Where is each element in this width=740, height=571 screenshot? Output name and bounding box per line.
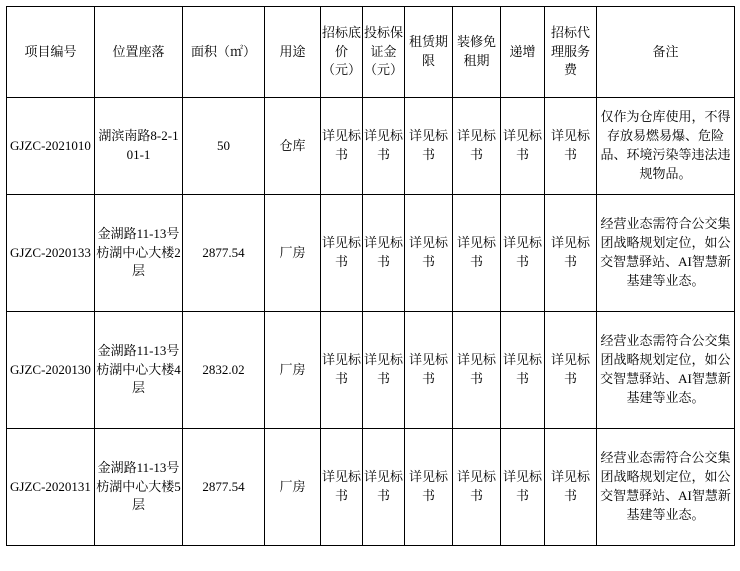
column-header-usage: 用途 bbox=[265, 7, 321, 98]
cell-area: 2877.54 bbox=[183, 195, 265, 312]
cell-free-rent: 详见标书 bbox=[453, 429, 501, 546]
cell-project-no: GJZC-2021010 bbox=[7, 98, 95, 195]
table-header bbox=[7, 7, 735, 98]
table-header-row bbox=[7, 7, 735, 98]
column-header-base-price: 招标底价（元） bbox=[321, 7, 363, 98]
table-body bbox=[7, 98, 735, 546]
column-header-free-rent: 装修免租期 bbox=[453, 7, 501, 98]
cell-usage: 厂房 bbox=[265, 312, 321, 429]
cell-location: 金湖路11-13号枋湖中心大楼5层 bbox=[95, 429, 183, 546]
cell-remark: 经营业态需符合公交集团战略规划定位，如公交智慧驿站、AI智慧新基建等业态。 bbox=[597, 429, 735, 546]
cell-base-price: 详见标书 bbox=[321, 98, 363, 195]
cell-remark: 经营业态需符合公交集团战略规划定位，如公交智慧驿站、AI智慧新基建等业态。 bbox=[597, 312, 735, 429]
cell-remark: 经营业态需符合公交集团战略规划定位，如公交智慧驿站、AI智慧新基建等业态。 bbox=[597, 195, 735, 312]
cell-area: 2832.02 bbox=[183, 312, 265, 429]
cell-lease-term: 详见标书 bbox=[405, 98, 453, 195]
cell-deposit: 详见标书 bbox=[363, 195, 405, 312]
cell-deposit: 详见标书 bbox=[363, 98, 405, 195]
cell-area: 50 bbox=[183, 98, 265, 195]
cell-increment: 详见标书 bbox=[501, 429, 545, 546]
cell-agency-fee: 详见标书 bbox=[545, 195, 597, 312]
cell-lease-term: 详见标书 bbox=[405, 312, 453, 429]
cell-base-price: 详见标书 bbox=[321, 312, 363, 429]
cell-free-rent: 详见标书 bbox=[453, 312, 501, 429]
column-header-deposit: 投标保证金（元） bbox=[363, 7, 405, 98]
column-header-increment: 递增 bbox=[501, 7, 545, 98]
table-row bbox=[7, 429, 735, 546]
cell-usage: 仓库 bbox=[265, 98, 321, 195]
cell-increment: 详见标书 bbox=[501, 195, 545, 312]
cell-location: 湖滨南路8-2-101-1 bbox=[95, 98, 183, 195]
column-header-agency-fee: 招标代理服务费 bbox=[545, 7, 597, 98]
cell-increment: 详见标书 bbox=[501, 98, 545, 195]
cell-increment: 详见标书 bbox=[501, 312, 545, 429]
cell-location: 金湖路11-13号枋湖中心大楼4层 bbox=[95, 312, 183, 429]
cell-deposit: 详见标书 bbox=[363, 429, 405, 546]
cell-usage: 厂房 bbox=[265, 429, 321, 546]
cell-remark: 仅作为仓库使用，不得存放易燃易爆、危险品、环境污染等违法违规物品。 bbox=[597, 98, 735, 195]
cell-base-price: 详见标书 bbox=[321, 429, 363, 546]
lease-listing-table bbox=[6, 6, 735, 546]
cell-free-rent: 详见标书 bbox=[453, 195, 501, 312]
cell-project-no: GJZC-2020133 bbox=[7, 195, 95, 312]
cell-agency-fee: 详见标书 bbox=[545, 98, 597, 195]
cell-project-no: GJZC-2020130 bbox=[7, 312, 95, 429]
cell-lease-term: 详见标书 bbox=[405, 429, 453, 546]
column-header-remark: 备注 bbox=[597, 7, 735, 98]
cell-project-no: GJZC-2020131 bbox=[7, 429, 95, 546]
document-sheet bbox=[0, 6, 740, 571]
cell-deposit: 详见标书 bbox=[363, 312, 405, 429]
column-header-project-no: 项目编号 bbox=[7, 7, 95, 98]
cell-usage: 厂房 bbox=[265, 195, 321, 312]
cell-location: 金湖路11-13号枋湖中心大楼2层 bbox=[95, 195, 183, 312]
table-row bbox=[7, 312, 735, 429]
column-header-lease-term: 租赁期限 bbox=[405, 7, 453, 98]
cell-agency-fee: 详见标书 bbox=[545, 429, 597, 546]
table-row bbox=[7, 98, 735, 195]
column-header-area: 面积（㎡） bbox=[183, 7, 265, 98]
cell-agency-fee: 详见标书 bbox=[545, 312, 597, 429]
table-row bbox=[7, 195, 735, 312]
cell-base-price: 详见标书 bbox=[321, 195, 363, 312]
cell-free-rent: 详见标书 bbox=[453, 98, 501, 195]
column-header-location: 位置座落 bbox=[95, 7, 183, 98]
cell-lease-term: 详见标书 bbox=[405, 195, 453, 312]
cell-area: 2877.54 bbox=[183, 429, 265, 546]
